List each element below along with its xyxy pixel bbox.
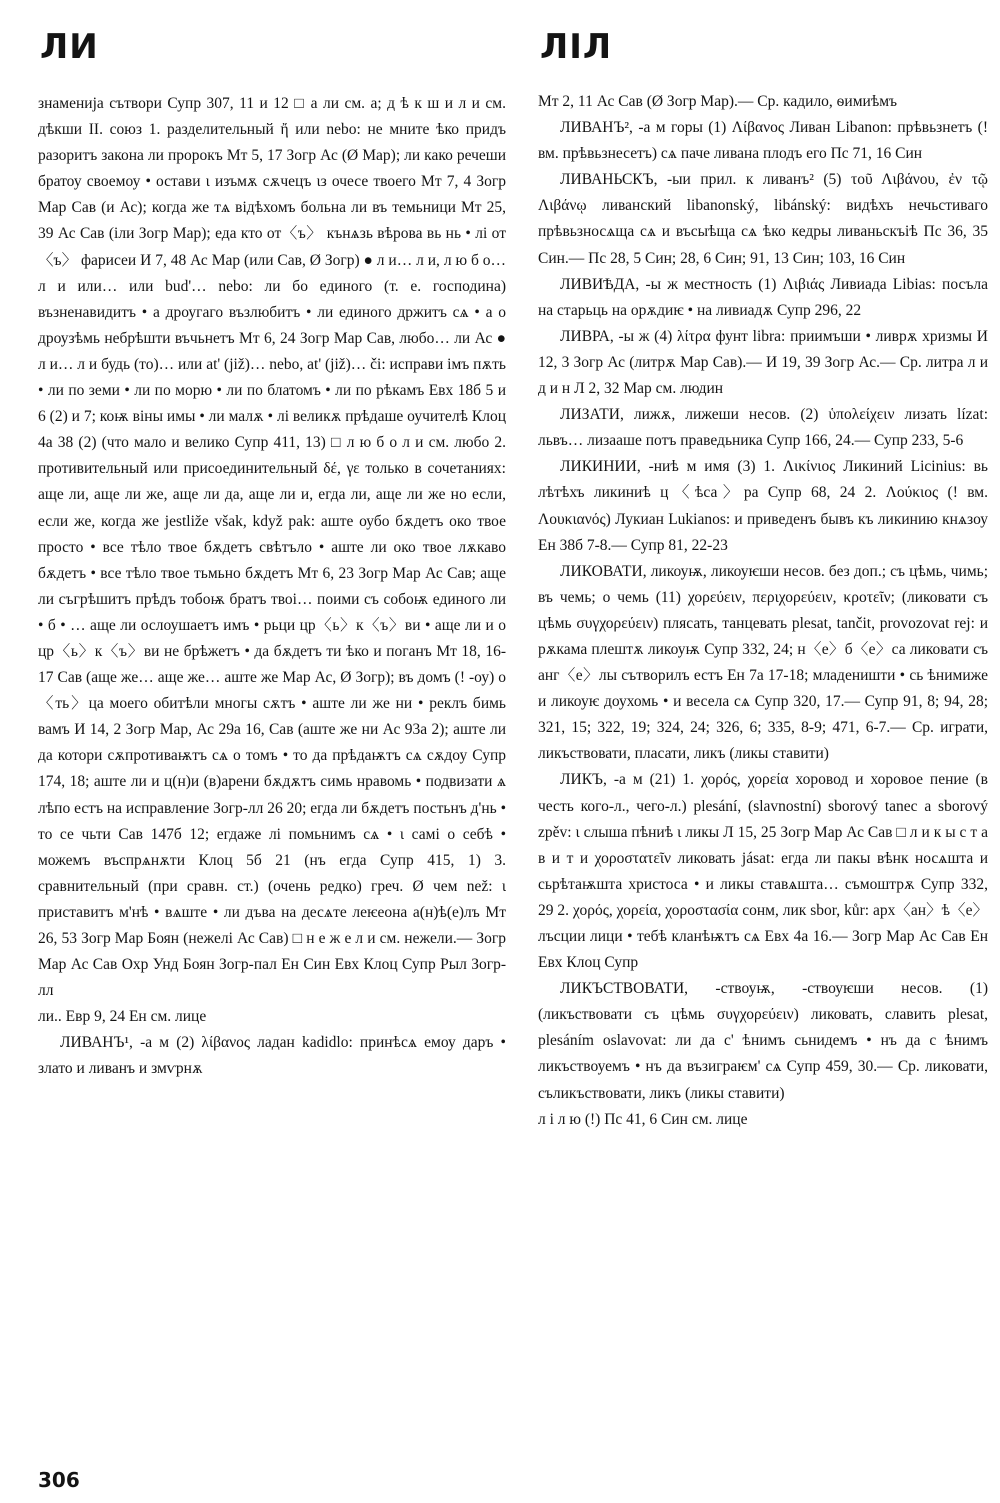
dictionary-entry: ли.. Евр 9, 24 Ен см. лице	[38, 1008, 207, 1026]
dictionary-entry: ЛИКЪ, -а м (21) 1. χορός, χορεία хоровод и хоровое пение (в честь кого-л., чего-л.) plesání, (slavnostní) sborový tanec a sborový zpěv: ι слыша пѣниѣ ι ликы Л 15, 25 Зогр Мар Ас Сав □ л и к ы с т а в и т и χοροστατεῖν ликовать jásat: егда ли пакы вѣнк носѧшта и сьрѣтаѭшта христоса • и ликы ставѧшта… съмоштрѫ Супр 332, 29 2. χορός, χορεία, χοροστασία сонм, лик sbor, kůr: арх〈ан〉ѣ〈е〉лъсции лици • тебѣ кланѣѭтъ сѧ Евх 4а 16.— Зогр Мар Ас Сав Ен Евх Клоц Супр	[538, 771, 988, 972]
left-column	[38, 91, 506, 1083]
dictionary-entry: ЛИВИѢДА, -ы ж местность (1) Λιβιάς Ливиада Libias: посъла на старьць на орѫдиѥ • на ливиадѫ Супр 296, 22	[538, 275, 988, 319]
dictionary-entry: ЛИЗАТИ, лижѫ, лижеши несов. (2) ὑπολείχειν лизать lízat: львъ… лизааше потъ праведьника Супр 166, 24.— Супр 233, 5-6	[538, 406, 988, 450]
dictionary-entry: ЛИВАНЪ¹, -а м (2) λίβανος ладан kadidlo: принѣсѧ емоу даръ • злато и ливанъ и змѵрнѫ	[38, 1034, 506, 1078]
dictionary-entry: ЛИКИНИИ, -ниѣ м имя (3) 1. Λικίνιος Ликиний Licinius: вь лѣтѣхъ ликиниѣ ц〈ѣса〉ра Супр 68, 24 2. Λούκιος (! вм. Λουκιανός) Лукиан Lukianos: и приведенъ бывъ къ ликинию кнѧзоу Ен 38б 7-8.— Супр 81, 22-23	[538, 458, 988, 554]
headword-right: ЛІЛ	[540, 27, 613, 67]
dictionary-entry: ЛИВАНЬСКЪ, -ыи прил. к ливанъ² (5) τοῦ Λιβάνου, ἐν τῷ Λιβάνῳ ливанский libanonský, libánský: видѣхъ нечьстиваго прѣвьзносѧща сѧ и въсыѣща сѧ ѣко кедры ливаньскъіѣ Пс 36, 35 Син.— Пс 28, 5 Син; 28, 6 Син; 91, 13 Син; 103, 16 Син	[538, 171, 988, 267]
dictionary-entry: ЛИВРА, -ы ж (4) λίτρα фунт libra: приимъши • ливрѫ хризмы И 12, 3 Зогр Ас (литрѫ Мар Сав).— И 19, 39 Зогр Ас.— Ср. литра л и д и н Л 2, 32 Мар см. людин	[538, 327, 988, 398]
headword-left: ЛИ	[40, 27, 99, 67]
dictionary-entry: л і л ю (!) Пс 41, 6 Син см. лице	[538, 1110, 748, 1128]
dictionary-entry: ЛИКЪСТВОВАТИ, -ствоуѭ, -ствоуѥши несов. (1) (ликъствовати съ цѣмь συγχορεύειν) ликовать, славить plesat, plesáním oslavovat: ли да с' ѣнимъ сьнидемъ • нъ да с ѣнимъ ликъствоуемъ • нъ да възиграѥм' сѧ Супр 459, 30.— Ср. ликовати, съликъствовати, ликъ (ликы ставити)	[538, 980, 988, 1102]
page-number: 306	[38, 1468, 80, 1492]
dictionary-entry: Мт 2, 11 Ас Сав (Ø Зогр Мар).— Ср. кадило, ѳимиѣмъ	[538, 93, 898, 110]
right-column	[538, 89, 988, 1133]
dictionary-entry: ЛИВАНЪ², -а м горы (1) Λίβανος Ливан Libanon: прѣвьзнетъ (! вм. прѣвьзнесетъ) сѧ паче ливана плодъ его Пс 71, 16 Син	[538, 119, 988, 163]
dictionary-entry: ЛИКОВАТИ, ликоуѭ, ликоуѥши несов. без доп.; съ цѣмь, чимь; въ чемь; о чемь (11) χορεύειν, περιχορεύειν, κροτεῖν; (ликовати съ цѣмь συγχορεύειν) плясать, танцевать plesat, tančit, provozovat rej: и рѫкама плештѫ ликоуѭ Супр 332, 24; н〈е〉б〈е〉са ликовати съ анг〈е〉лы сътворилъ естъ Ен 7а 17-18; младеништи • сь ѣнимиже и ликоуѥ доухомь • и весела сѧ Супр 320, 17.— Супр 91, 8; 94, 28; 321, 15; 322, 19; 324, 24; 326, 6; 335, 8-9; 471, 6-7.— Ср. играти, ликъствовати, пласати, ликъ (ликы ставити)	[538, 562, 988, 763]
dictionary-entry: знаменија сътвори Супр 307, 11 и 12 □ а ли см. а; д ѣ к ш и л и см. дѣкши II. союз 1. разделительный ἤ или nebo: не мните ѣко придъ разоритъ закона ли пророкъ Мт 5, 17 Зогр Ас (Ø Мар); ли како речеши братоу своемоу • остави ι изъмѫ сѫчецъ ιз очесе твоего Мт 7, 4 Зогр Мар Сав (и Ас); когда же тѧ відѣхомъ больна ли въ темьници Мт 25, 39 Ас Сав (іли Зогр Мар); еда кто от〈ъ〉 кънѧзь вѣрова вь нь • лі от〈ъ〉 фарисеи И 7, 48 Ас Мар (или Сав, Ø Зогр) ● л и… л и, л ю б о… л и или… или bud'… nebo: ли бо единого (т. е. господина) възненавидитъ • а дроугаго възлюбитъ • ли единого држитъ сѧ • а о дроузѣмь небрѣшти въчьнетъ Мт 6, 24 Зогр Мар Сав, любо… ли Ас ● л и… л и будь (то)… или at' (již)… nebo, at' (již)… či: исправи імъ пѫть • ли по земи • ли по морю • ли по блатомъ • ли по рѣкамъ Евх 18б 5 и 6 (2) и 7; коѭ віны имы • ли малѫ • лі великѫ прѣдаше оучителѣ Клоц 4а 38 (2) (что мало и велико Супр 411, 13) □ л ю б о л и см. любо 2. противительный или присоединительный δέ, γε только в сочетаниях: аще ли, аще ли же, аще ли да, аще ли и, егда ли, аще ли же но если, если же, когда же jestliže však, když pak: аште оубо бѫдетъ око твое просто • все тѣло твое бѫдетъ свѣтъло • аште ли око твое лѫкаво бѫдетъ • все тѣло твое тьмьно бѫдетъ Мт 6, 23 Зогр Мар Ас Сав; аще ли съгрѣшитъ прѣдъ тобоѭ братъ твоі… поими съ собоѭ единого ли • б • … аще ли ослоушаетъ имъ • рьци цр〈ь〉к〈ъ〉ви • аще ли и о цр〈ь〉к〈ъ〉ви не брѣжетъ • да бѫдетъ ти ѣко и поганъ Мт 18, 16-17 Сав (аще же… аще же… аште же Мар Ас, Ø Зогр); въ домъ (! -оу) о〈ть〉ца моего обитѣли многы сѫтъ • аште ли же ни • реклъ бимь вамъ И 14, 2 Зогр Мар, Ас 29а 16, Сав (аште же ни Ас 93а 2); аште ли да котори сѫпротиваѭтъ сѧ о томъ • то да прѣдаѭтъ сѧ сѫдоу Супр 174, 18; аште ли и ц(н)и (в)арени бѫдѫтъ симь нравомь • подвизати ѧ лѣпо естъ на исправление Зогр-лл 26 20; егда ли бѫдетъ постьнъ д'нь • то се чьти Сав 147б 12; егдаже лі помьнимъ сѧ • ι самі о себѣ • можемъ въспрѧнѫти Клоц 5б 21 (нъ егда Супр 415, 1) 3. сравнительный (при сравн. ст.) (очень редко) греч. Ø чем než: ι приставитъ м'нѣ • вѧште • ли дъва на десѧте леѥеона а(н)ѣ(е)лъ Мт 26, 53 Зогр Мар Боян (нежелі Ас Сав) □ н е ж е л и см. нежели.— Зогр Мар Ас Сав Охр Унд Боян Зогр-пал Ен Син Евх Клоц Супр Рыл Зогр-лл	[38, 95, 507, 1000]
